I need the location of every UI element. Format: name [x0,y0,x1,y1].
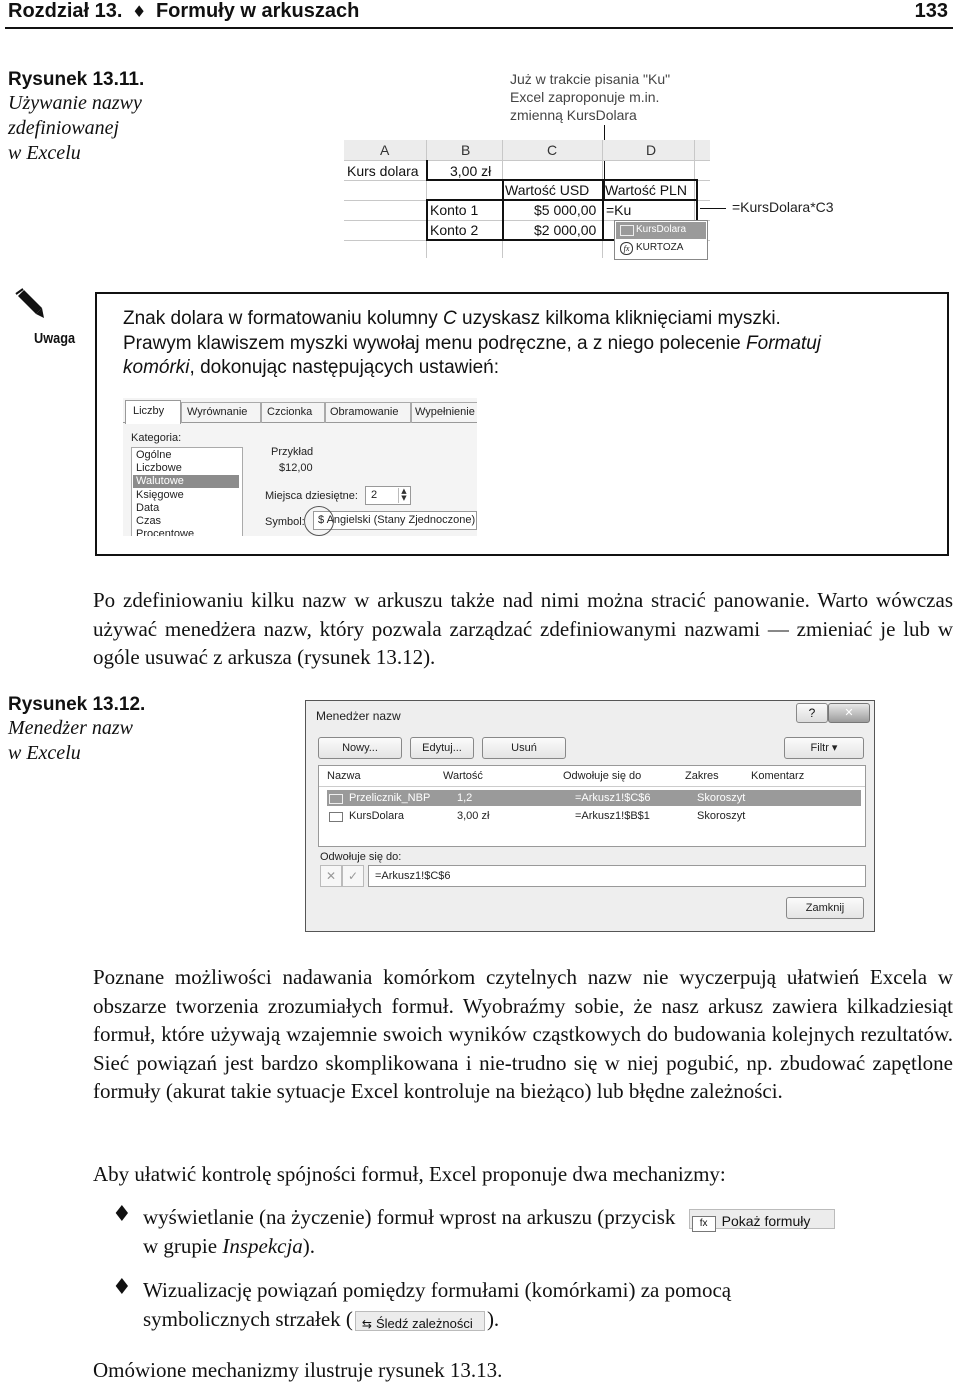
symbol-select[interactable] [313,511,477,530]
category-item[interactable]: Ogólne [136,449,172,461]
section-title: Formuły w arkuszach [155,0,360,22]
filter-button[interactable]: Filtr ▾ [784,737,864,759]
bullet-text [143,1305,499,1334]
category-item[interactable]: Data [136,502,160,514]
sample-label: Przykład [271,446,314,458]
tab-label[interactable]: Czcionka [267,406,313,418]
delete-name-button[interactable]: Usuń [482,737,566,759]
cell-a1: Kurs dolara [347,163,419,179]
category-item[interactable]: Liczbowe [136,462,182,474]
note-line [123,355,499,380]
trace-dependents-button[interactable] [355,1311,485,1331]
format-cells-dialog [123,398,477,536]
new-name-button[interactable]: Nowy... [318,737,402,759]
tab-label[interactable]: Wypełnienie [415,406,475,418]
note-text: Znak dolara w formatowaniu kolumny [123,308,438,329]
column-header[interactable]: Wartość [443,770,483,782]
tab-label[interactable]: Wyrównanie [187,406,248,418]
bullet-text-part: w grupie [143,1234,218,1258]
refers-to-input[interactable] [368,865,866,887]
figure-caption-line: Menedżer nazw [8,717,133,739]
diamond-glyph: ♦ [132,2,147,21]
bullet-text-part: ). [302,1234,316,1258]
page-number: 133 [914,0,948,22]
annotation-line: Excel zaproponuje m.in. [510,89,660,105]
category-item[interactable]: Czas [136,515,162,527]
sample-value: $12,00 [279,462,313,474]
row-scope: Skoroszyt [697,792,746,804]
dialog-title: Menedżer nazw [316,709,401,723]
named-range-icon [620,225,634,236]
bullet-diamond: ♦ [112,1202,132,1227]
button-label: Pokaż formuły [721,1213,811,1230]
bullet-text-part: symbolicznych strzałek ( [143,1307,353,1331]
show-formulas-button[interactable] [689,1209,835,1229]
function-icon: fx [620,242,633,255]
note-label: Uwaga [34,330,76,347]
note-line [123,306,943,331]
column-header[interactable]: Komentarz [751,770,805,782]
cell-c3: $5 000,00 [534,202,597,218]
column-header[interactable]: Odwołuje się do [563,770,642,782]
figure-number: Rysunek 13.11. [8,69,145,90]
spinner-arrows-icon[interactable]: ▲ ▼ [398,488,409,503]
figure-annotation [510,70,670,124]
note-italic: komórki [123,357,190,378]
note-text: , dokonując następujących ustawień: [189,357,499,378]
autocomplete-item[interactable] [616,240,706,257]
formula-pointer [700,208,726,209]
trace-arrows-icon: ⇆ [361,1317,372,1332]
column-header: B [461,142,471,158]
autocomplete-label: KursDolara [636,224,687,235]
formula-icon: fx [692,1216,716,1232]
names-list[interactable] [318,765,866,847]
paragraph: Po zdefiniowaniu kilku nazw w arkuszu także nad nimi można stracić panowanie. Warto wówczas używać menedżera nazw, który pozwala zarządzać zdefiniowanymi nazwami — zmieniać je lub w ogóle usuwać z arkusza (rysunek 13.12). [93,588,953,669]
autocomplete-list[interactable] [614,220,708,260]
column-header: C [547,142,558,158]
decimals-spinner[interactable] [365,486,411,505]
column-header: A [380,142,390,158]
tab-label[interactable]: Obramowanie [330,406,399,418]
note-line [123,331,943,356]
formula-callout: =KursDolara*C3 [732,199,834,215]
bullet-text: Wizualizację powiązań pomiędzy formułami (komórkami) za pomocą [143,1278,732,1302]
close-icon[interactable]: ✕ [828,703,870,723]
figure-caption-line: w Excelu [8,142,81,164]
note-italic: Formatuj [746,333,822,354]
paragraph: Aby ułatwić kontrolę spójności formuł, Excel proponuje dwa mechanizmy: [93,1162,726,1186]
edit-name-button[interactable]: Edytuj... [410,737,474,759]
button-label: Śledź zależności [375,1316,473,1332]
column-header[interactable]: Zakres [685,770,719,782]
cell-c2: Wartość USD [505,182,590,198]
cell-a3: Konto 1 [430,202,479,218]
category-list[interactable] [131,447,243,536]
row-scope: Skoroszyt [697,810,746,822]
column-header: D [646,142,657,158]
figure-13-12-caption [8,694,145,766]
refers-value: =Arkusz1!$C$6 [375,870,451,882]
note-box [95,292,949,556]
cell-b1: 3,00 zł [450,163,492,179]
table-row[interactable] [327,808,861,824]
row-name: Przelicznik_NBP [349,792,431,804]
note-italic: C [442,308,457,329]
running-header [8,0,359,23]
header-rule [5,27,953,29]
figure-number: Rysunek 13.12. [8,694,146,715]
decimals-label: Miejsca dziesiętne: [265,490,358,502]
bullet-text-part: wyświetlanie (na życzenie) formuł wprost na arkuszu (przycisk [143,1205,676,1229]
bullet-diamond: ♦ [112,1275,132,1300]
cell-a4: Konto 2 [430,222,479,238]
symbol-value: $ Angielski (Stany Zjednoczone) [318,514,476,526]
row-name: KursDolara [349,810,405,822]
bullet-text [143,1232,315,1261]
category-label: Kategoria: [131,432,182,444]
named-range-icon [329,812,343,822]
figure-13-11-caption [8,69,144,166]
row-value: 1,2 [457,792,473,804]
autocomplete-label: KURTOZA [636,242,684,253]
row-ref: =Arkusz1!$B$1 [575,810,650,822]
cancel-icon[interactable]: ✕ [320,865,342,887]
refers-label: Odwołuje się do: [320,851,402,863]
close-button[interactable]: Zamknij [786,897,864,919]
cell-d3: =Ku [606,202,632,218]
cell-d2: Wartość PLN [605,182,687,198]
name-manager-dialog [305,700,875,932]
figure-caption-line: zdefiniowanej [8,117,120,139]
annotation-line: zmienną KursDolara [510,107,637,123]
chapter-label: Rozdział 13. [8,0,123,22]
row-ref: =Arkusz1!$C$6 [575,792,651,804]
symbol-label: Symbol: [265,516,305,528]
help-button[interactable]: ? [796,703,828,723]
category-item[interactable]: Walutowe [136,475,184,487]
cell-c4: $2 000,00 [534,222,597,238]
tab-label[interactable]: Liczby [133,405,165,417]
note-pencil-icon [14,288,44,327]
category-item[interactable]: Księgowe [136,489,184,501]
figure-caption-line: Używanie nazwy [8,92,142,114]
highlight-circle [304,506,334,536]
autocomplete-item-selected[interactable] [616,222,706,239]
spreadsheet-grid [344,140,710,260]
decimals-value: 2 [371,489,378,501]
named-range-icon [329,794,343,804]
row-value: 3,00 zł [457,810,490,822]
confirm-icon[interactable]: ✓ [342,865,364,887]
annotation-line: Już w trakcie pisania "Ku" [510,71,671,87]
category-item[interactable]: Procentowe [136,528,195,536]
paragraph: Omówione mechanizmy ilustruje rysunek 13.13. [93,1358,503,1382]
figure-caption-line: w Excelu [8,742,81,764]
bullet-text-part: ). [486,1307,500,1331]
bullet-italic: Inspekcja [222,1234,303,1258]
note-text: Prawym klawiszem myszki wywołaj menu podręczne, a z niego polecenie [123,333,741,354]
note-text: uzyskasz kilkoma kliknięciami myszki. [462,308,781,329]
column-header[interactable]: Nazwa [327,770,361,782]
table-row-selected[interactable] [327,790,861,806]
bullet-text [143,1203,835,1232]
paragraph: Poznane możliwości nadawania komórkom czytelnych nazw nie wyczerpują ułatwień Excela w obszarze tworzenia zrozumiałych formuł. Wyobraźmy sobie, że nasz arkusz zawiera kilkadziesiąt formuł, które używają wzajemnie swoich wyników cząstkowych do budowania kolejnych rezultatów. Sieć powiązań jest bardzo skomplikowana i nie-trudno się w niej pogubić, np. zbudować zapętlone formuły (akurat takie sytuacje Excel kontroluje na bieżąco) lub błędne zależności. [93,965,953,1103]
